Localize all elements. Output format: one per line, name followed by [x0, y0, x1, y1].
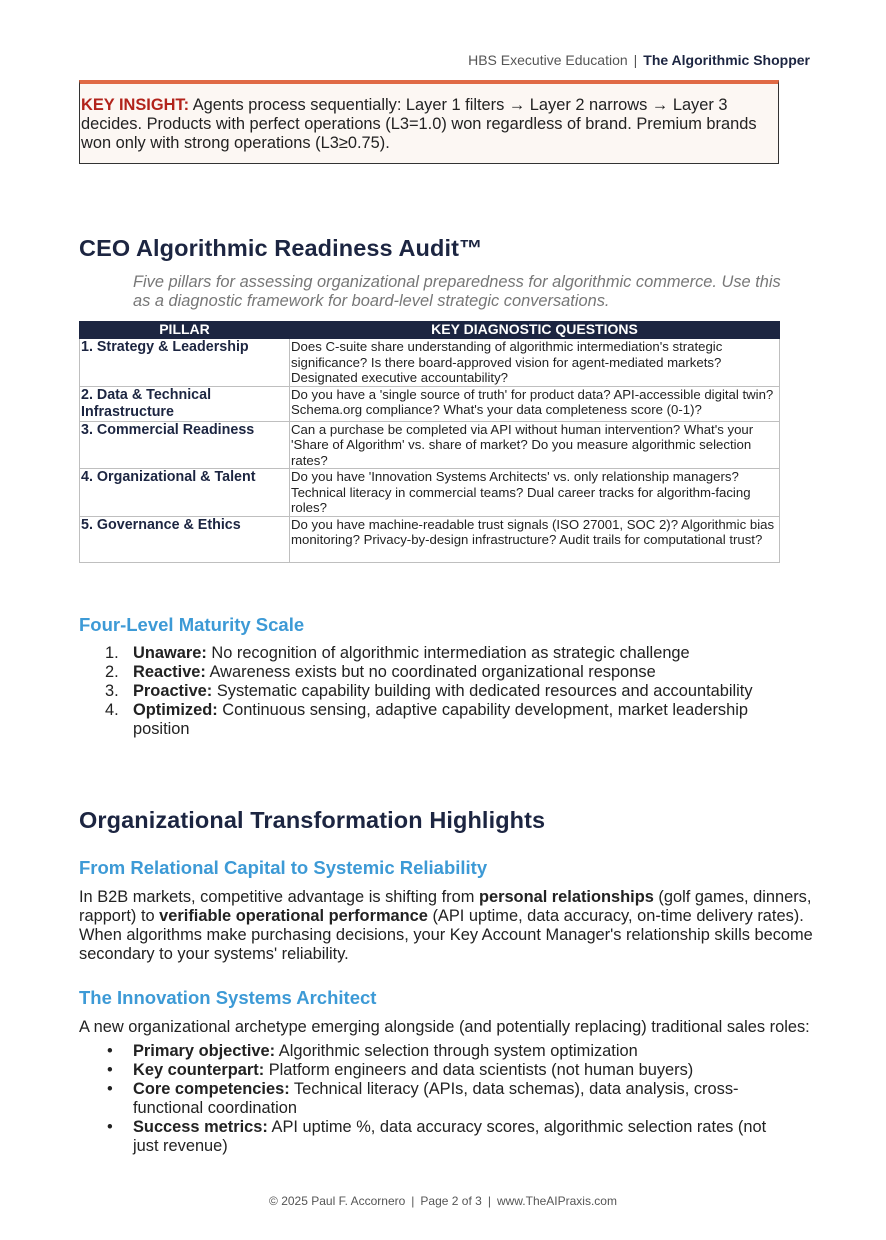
questions-cell: Does C-suite share understanding of algorithmic intermediation's strategic significance? Is there board-approved vision for agent-mediated markets? Designated executive accountability? — [290, 339, 780, 387]
list-item — [105, 682, 785, 701]
maturity-term: Proactive: — [133, 682, 213, 700]
relational-bold-2: verifiable operational performance — [159, 907, 428, 925]
audit-table-header-row — [80, 322, 780, 339]
relational-paragraph — [79, 888, 814, 964]
footer-website: www.TheAIPraxis.com — [496, 1194, 617, 1208]
table-row — [80, 469, 780, 517]
header-separator: | — [633, 52, 638, 68]
org-heading: Organizational Transformation Highlights — [79, 807, 546, 833]
isa-intro: A new organizational archetype emerging alongside (and potentially replacing) traditional sales roles: — [79, 1018, 810, 1036]
isa-heading: The Innovation Systems Architect — [79, 987, 377, 1008]
key-insight-text: Agents process sequentially: Layer 1 filters → Layer 2 narrows → Layer 3 decides. Products with perfect operations (L3=1.0) won regardless of brand. Premium brands won only with strong operations (L3≥0.75). — [81, 96, 757, 152]
list-item — [105, 1061, 785, 1080]
maturity-heading: Four-Level Maturity Scale — [79, 614, 305, 635]
isa-text: Platform engineers and data scientists (not human buyers) — [264, 1061, 694, 1079]
isa-term: Success metrics: — [133, 1118, 268, 1136]
isa-text: Algorithmic selection through system optimization — [275, 1042, 638, 1060]
footer-copyright: © 2025 Paul F. Accornero — [269, 1194, 406, 1208]
table-row — [80, 339, 780, 387]
footer-separator: | — [411, 1194, 415, 1208]
audit-table-header-questions: KEY DIAGNOSTIC QUESTIONS — [290, 322, 780, 339]
relational-text-2: (golf games, dinners, rapport) to — [79, 888, 812, 925]
list-item — [105, 1118, 785, 1156]
list-number: 4. — [105, 701, 119, 719]
relational-bold-1: personal relationships — [478, 888, 654, 906]
page-footer — [0, 1194, 886, 1208]
list-item — [105, 644, 785, 663]
relational-text-1: In B2B markets, competitive advantage is shifting from — [79, 888, 479, 906]
bullet-icon: • — [107, 1080, 113, 1098]
bullet-icon: • — [107, 1118, 113, 1136]
list-item — [105, 701, 785, 739]
audit-table-header-pillar: PILLAR — [80, 322, 290, 339]
maturity-term: Reactive: — [133, 663, 206, 681]
maturity-text: Systematic capability building with dedicated resources and accountability — [212, 682, 753, 700]
table-row — [80, 421, 780, 469]
pillar-cell: 3. Commercial Readiness — [80, 421, 290, 469]
maturity-text: Awareness exists but no coordinated organizational response — [205, 663, 656, 681]
list-number: 2. — [105, 663, 119, 681]
questions-cell: Can a purchase be completed via API without human intervention? What's your 'Share of Algorithm' vs. share of market? Do you measure algorithmic selection rates? — [290, 421, 780, 469]
list-item — [105, 1042, 785, 1061]
isa-term: Key counterpart: — [133, 1061, 265, 1079]
relational-text-3: (API uptime, data accuracy, on-time delivery rates). When algorithms make purchasing decisions, your Key Account Manager's relationship skills become secondary to your systems' reliability. — [79, 907, 813, 963]
footer-page-number: Page 2 of 3 — [420, 1194, 482, 1208]
maturity-list — [105, 644, 785, 739]
isa-term: Primary objective: — [133, 1042, 276, 1060]
key-insight-label: KEY INSIGHT: — [81, 96, 190, 114]
header-program: HBS Executive Education — [468, 52, 628, 68]
pillar-cell: 5. Governance & Ethics — [80, 516, 290, 562]
isa-text: Technical literacy (APIs, data schemas), data analysis, cross-functional coordination — [133, 1080, 739, 1117]
maturity-text: No recognition of algorithmic intermediation as strategic challenge — [206, 644, 690, 662]
isa-text: API uptime %, data accuracy scores, algorithmic selection rates (not just revenue) — [133, 1118, 767, 1155]
pillar-cell: 2. Data & Technical Infrastructure — [80, 386, 290, 421]
isa-term: Core competencies: — [133, 1080, 290, 1098]
maturity-term: Unaware: — [133, 644, 207, 662]
bullet-icon: • — [107, 1061, 113, 1079]
table-row — [80, 516, 780, 562]
audit-table — [79, 321, 780, 563]
bullet-icon: • — [107, 1042, 113, 1060]
key-insight-box — [79, 80, 779, 164]
list-item — [105, 663, 785, 682]
header-title: The Algorithmic Shopper — [643, 52, 810, 68]
maturity-text: Continuous sensing, adaptive capability development, market leadership position — [133, 701, 748, 738]
page-header — [468, 52, 810, 68]
table-row — [80, 386, 780, 421]
questions-cell: Do you have 'Innovation Systems Architects' vs. only relationship managers? Technical literacy in commercial teams? Dual career tracks for algorithm-facing roles? — [290, 469, 780, 517]
audit-heading: CEO Algorithmic Readiness Audit™ — [79, 235, 483, 261]
list-number: 1. — [105, 644, 119, 662]
maturity-term: Optimized: — [133, 701, 218, 719]
list-item — [105, 1080, 785, 1118]
questions-cell: Do you have a 'single source of truth' for product data? API-accessible digital twin? Schema.org compliance? What's your data completeness score (0-1)? — [290, 386, 780, 421]
pillar-cell: 4. Organizational & Talent — [80, 469, 290, 517]
pillar-cell: 1. Strategy & Leadership — [80, 339, 290, 387]
audit-subtitle: Five pillars for assessing organizational preparedness for algorithmic commerce. Use this as a diagnostic framework for board-level strategic conversations. — [133, 273, 781, 310]
footer-separator: | — [487, 1194, 491, 1208]
relational-heading: From Relational Capital to Systemic Reliability — [79, 857, 488, 878]
questions-cell: Do you have machine-readable trust signals (ISO 27001, SOC 2)? Algorithmic bias monitoring? Privacy-by-design infrastructure? Audit trails for computational trust? — [290, 516, 780, 562]
isa-list — [105, 1042, 785, 1156]
list-number: 3. — [105, 682, 119, 700]
